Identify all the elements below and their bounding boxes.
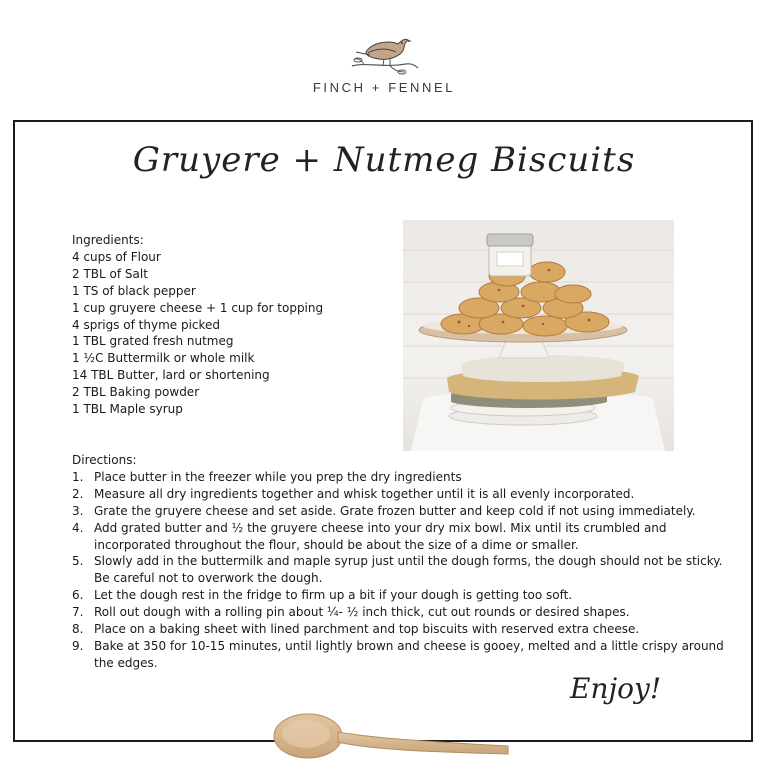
recipe-title: Gruyere + Nutmeg Biscuits <box>132 140 636 180</box>
ingredient-item: 1 TBL Maple syrup <box>72 402 183 417</box>
ingredient-item: 2 TBL of Salt <box>72 266 148 281</box>
direction-step: 2. Measure all dry ingredients together and whisk together until it is all evenly incorporated. <box>72 486 635 501</box>
finch-bird-icon <box>344 22 424 78</box>
directions-section <box>72 452 762 672</box>
wooden-spoon-icon <box>272 712 512 770</box>
ingredient-item: 1 TBL grated fresh nutmeg <box>72 334 234 349</box>
direction-step: 5. Slowly add in the buttermilk and maple syrup just until the dough forms, the dough should not be sticky. Be careful not to overwork the dough. <box>72 554 723 586</box>
direction-step: 6. Let the dough rest in the fridge to firm up a bit if your dough is getting too soft. <box>72 588 573 603</box>
ingredients-heading: Ingredients: <box>72 233 144 247</box>
ingredient-item: 4 sprigs of thyme picked <box>72 317 221 332</box>
ingredient-item: 1 cup gruyere cheese + 1 cup for topping <box>72 300 324 315</box>
ingredient-item: 2 TBL Baking powder <box>72 385 200 400</box>
direction-step: 8. Place on a baking sheet with lined parchment and top biscuits with reserved extra cheese. <box>72 622 640 637</box>
direction-step: 7. Roll out dough with a rolling pin about ¼- ½ inch thick, cut out rounds or desired shapes. <box>72 605 630 620</box>
ingredient-item: 1 TS of black pepper <box>72 283 196 298</box>
ingredient-item: 1 ½C Buttermilk or whole milk <box>72 351 255 366</box>
direction-step: 4. Add grated butter and ½ the gruyere cheese into your dry mix bowl. Mix until its crumbled and incorporated throughout the flour, should be about the size of a dime or smaller. <box>72 520 667 552</box>
ingredient-item: 4 cups of Flour <box>72 249 161 264</box>
brand-name: FINCH + FENNEL <box>312 80 456 95</box>
direction-step: 9. Bake at 350 for 10-15 minutes, until lightly brown and cheese is gooey, melted and a little crispy around the edges. <box>72 638 724 670</box>
ingredients-section <box>72 232 392 418</box>
ingredient-item: 14 TBL Butter, lard or shortening <box>72 368 270 383</box>
biscuit-stack-illustration <box>403 220 674 451</box>
directions-heading: Directions: <box>72 453 137 467</box>
directions-list <box>72 469 762 672</box>
direction-step: 3. Grate the gruyere cheese and set aside. Grate frozen butter and keep cold if not using immediately. <box>72 503 696 518</box>
direction-step: 1. Place butter in the freezer while you prep the dry ingredients <box>72 469 462 484</box>
biscuits-photo <box>403 220 674 451</box>
brand-logo <box>0 22 768 78</box>
closing-signature: Enjoy! <box>570 672 662 705</box>
